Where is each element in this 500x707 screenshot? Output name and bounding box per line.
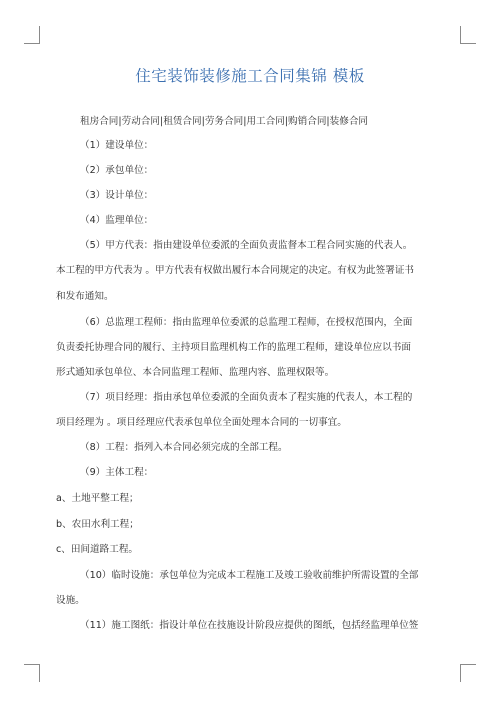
- crop-mark-top-right: [460, 43, 476, 44]
- crop-mark-top-right: [460, 26, 461, 44]
- crop-mark-bottom-right: [460, 664, 476, 665]
- document-title: 住宅装饰装修施工合同集锦 模板: [135, 67, 365, 85]
- crop-mark-bottom-left: [39, 664, 40, 682]
- crop-mark-top-left: [24, 43, 40, 44]
- crop-mark-top-left: [39, 26, 40, 44]
- crop-mark-bottom-left: [24, 664, 40, 665]
- document-page: 住宅装饰装修施工合同集锦 模板 租房合同|劳动合同|租赁合同|劳务合同|用工合同|购销合同|装修合同 （1）建设单位： （2）承包单位： （3）设计单位： （4）监理单位： （5）甲方代表：指由建设单位委派的全面负责监督本工程合同实施的代表人。 本工程的甲方代表为 。甲方代表有权做出履行本合同规定的决定。有权为此签署证书 和发布通知。 （6）总监理工程师：指由监理单位委派的总监理工程师，在授权范围内，全面 负责委托协理合同的履行、主持项目监理机构工作的监理工程师，建设单位应以书面 形式通知承包单位、本合同监理工程师、监理内容、监理权限等。 （7）项目经理：指由承包单位委派的全面负责本了程实施的代表人，本工程的 项目经理为 。项目经理应代表承包单位全面处理本合同的一切事宜。 （8）工程：指列入本合同必须完成的全部工程。 （9）主体工程： a、土地平整工程； b、农田水利工程； c、田间道路工程。 （10）临时设施：承包单位为完成本工程施工及竣工验收前维护所需设置的全部 设施。 （11）施工图纸：指设计单位在技施设计阶段应提供的图纸，包括经监理单位签: [0, 0, 500, 707]
- crop-mark-bottom-right: [460, 664, 461, 682]
